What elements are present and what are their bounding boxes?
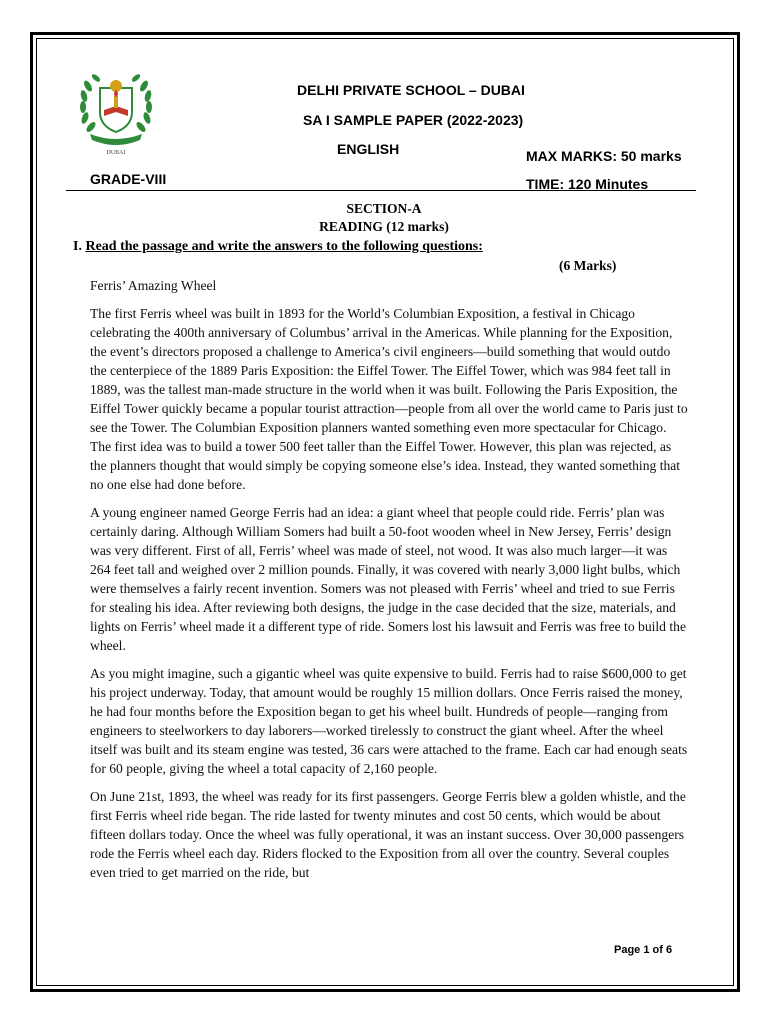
school-logo	[76, 64, 156, 158]
paragraph-2: A young engineer named George Ferris had an idea: a giant wheel that people could ride. Ferris’ plan was certainly daring. Although William Somers had built a 50-foot wooden wheel in New Jersey, Ferris’ design was very different. First of all, Ferris’ wheel was made of steel, not wood. It was also much larger—it was 264 feet tall and weighed over 2 million pounds. Finally, it was covered with nearly 3,000 light bulbs, which were themselves a fairly recent invention. Somers was not pleased with Ferris’ wheel and tried to sue Ferris for stealing his idea. After reviewing both designs, the judge in the case decided that the size, materials, and lights on Ferris’ wheel made it a different type of ride. Somers lost his lawsuit and Ferris was free to build the wheel.	[90, 505, 686, 653]
section-title: SECTION-A	[346, 201, 422, 216]
paragraph-1: The first Ferris wheel was built in 1893 for the World’s Columbian Exposition, a festival in Chicago celebrating the 400th anniversary of Columbus’ arrival in the Americas. While planning for the Exposition, the event’s directors proposed a challenge to America’s civil engineers—build something that would outdo the centerpiece of the 1889 Paris Exposition: the Eiffel Tower. The Eiffel Tower, which was 984 feet tall in 1889, was the tallest man-made structure in the world when it was built. Following the Paris Exposition, the Eiffel Tower quickly became a popular tourist attraction—people from all over the world came to Paris just to see the Tower. The Columbian Exposition planners wanted something even more spectacular for Chicago. The first idea was to build a tower 500 feet taller than the Eiffel Tower. However, this plan was rejected, as the planners thought that would simply be copying someone else’s idea. Instead, they wanted something that no one else had done before.	[90, 306, 688, 492]
passage-title: Ferris’ Amazing Wheel	[90, 278, 217, 293]
svg-text:DUBAI: DUBAI	[106, 150, 126, 156]
paragraph-3: As you might imagine, such a gigantic wheel was quite expensive to build. Ferris had to raise $600,000 to get his project underway. Today, that amount would be roughly 15 million dollars. Once Ferris raised the money, he had four months before the Exposition began to get his wheel built. Hundreds of people—ranging from engineers to steelworkers to day laborers—worked tirelessly to construct the giant wheel. After the wheel itself was built and its steam engine was tested, 36 cars were attached to the frame. Each car had enough seats for 60 people, giving the wheel a total capacity of 2,160 people.	[90, 666, 688, 776]
question-marks: (6 Marks)	[559, 258, 617, 273]
grade: GRADE-VIII	[90, 171, 167, 187]
paragraph-4: On June 21st, 1893, the wheel was ready for its first passengers. George Ferris blew a golden whistle, and the first Ferris wheel ride began. The ride lasted for twenty minutes and cost 50 cents, which would be about fifteen dollars today. Once the wheel was fully operational, it was an instant success. Over 30,000 passengers rode the Ferris wheel each day. Riders flocked to the Exposition from all over the country. Several couples even tried to get married on the ride, but	[90, 789, 686, 880]
max-marks: MAX MARKS: 50 marks	[526, 148, 682, 164]
subject: ENGLISH	[337, 141, 400, 157]
header-divider	[66, 190, 696, 191]
passage	[90, 276, 690, 891]
section-subtitle: READING (12 marks)	[319, 219, 449, 234]
school-name: DELHI PRIVATE SCHOOL – DUBAI	[297, 82, 525, 98]
time: TIME: 120 Minutes	[526, 176, 649, 192]
question-heading	[73, 239, 483, 255]
question-text: Read the passage and write the answers to the following questions:	[85, 239, 483, 254]
page-number: Page 1 of 6	[614, 944, 673, 956]
question-number: I.	[73, 239, 82, 254]
paper-title: SA I SAMPLE PAPER (2022-2023)	[303, 112, 524, 128]
